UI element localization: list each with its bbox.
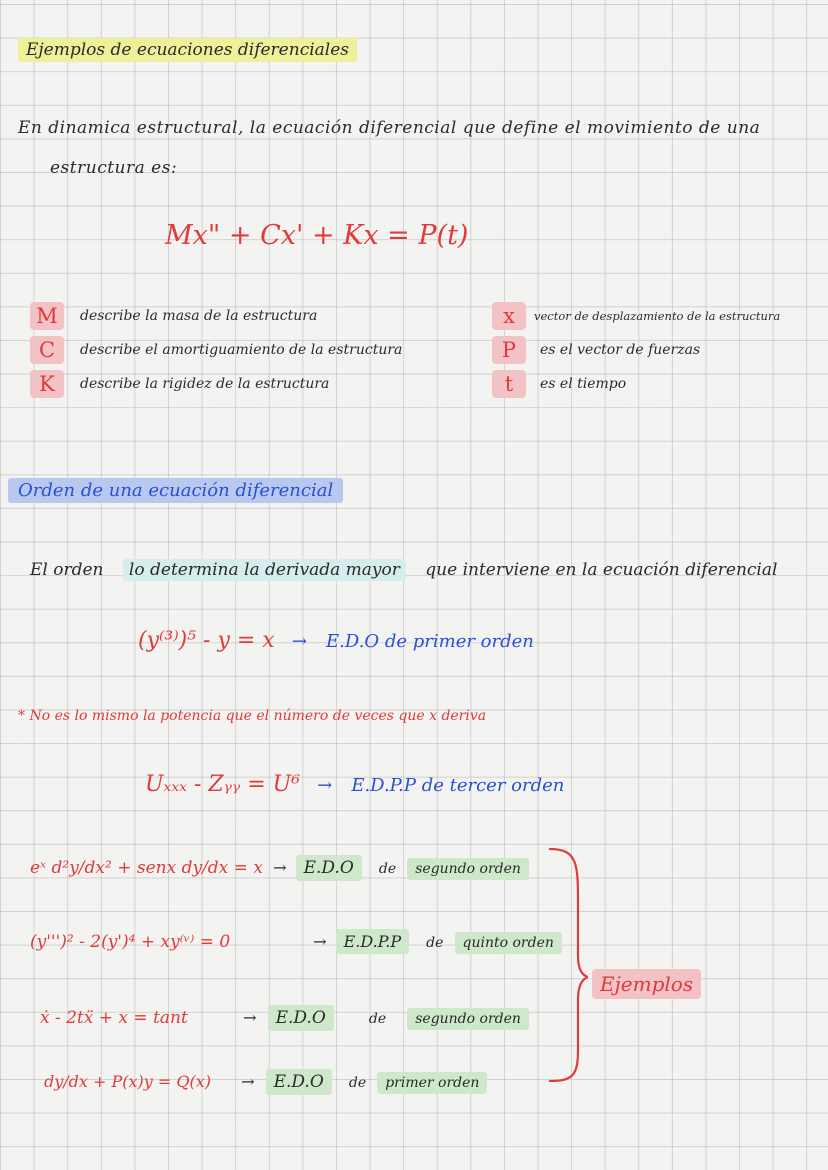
examples-label: Ejemplos (592, 972, 701, 996)
example-equation: eˣ d²y/dx² + senx dy/dx = x (30, 858, 263, 878)
note: * No es lo mismo la potencia que el número de veces que x deriva (18, 708, 487, 724)
example-order: segundo orden (407, 1008, 529, 1030)
example-type: E.D.O (296, 855, 362, 881)
definition-text: vector de desplazamiento de la estructura (534, 309, 781, 323)
example-1-result: E.D.O de primer orden (326, 631, 534, 652)
example-row (44, 1072, 487, 1092)
example-type: E.D.O (266, 1069, 332, 1095)
symbol-badge: K (30, 370, 64, 398)
arrow-icon: → (273, 858, 287, 877)
definition-text: es el vector de fuerzas (540, 342, 701, 358)
example-equation: dy/dx + P(x)y = Q(x) (44, 1072, 212, 1091)
definition-item (492, 368, 780, 400)
example-row (30, 858, 529, 878)
example-equation: ẋ - 2tẍ + x = tant (40, 1008, 188, 1028)
example-type: E.D.P.P (336, 929, 409, 954)
main-equation: Mx" + Cx' + Kx = P(t) (165, 220, 469, 251)
symbol-badge: x (492, 302, 526, 330)
example-1 (138, 628, 534, 653)
example-type: E.D.O (268, 1005, 334, 1031)
definition-item (30, 368, 402, 400)
definition-item (30, 300, 402, 332)
example-de: de (426, 935, 444, 951)
arrow-icon: → (291, 631, 307, 652)
arrow-icon: → (313, 932, 327, 951)
section-title: Orden de una ecuación diferencial (8, 480, 343, 501)
definition-text: es el tiempo (540, 376, 627, 392)
example-de: de (348, 1075, 367, 1091)
brace-icon (548, 845, 588, 1085)
example-row (40, 1008, 529, 1028)
definition-item (492, 334, 780, 366)
example-2 (145, 772, 564, 797)
symbol-badge: C (30, 336, 64, 364)
example-1-equation: (y⁽³⁾)⁵ - y = x (138, 628, 275, 653)
example-equation: (y''')² - 2(y')⁴ + xy⁽ᵛ⁾ = 0 (30, 932, 231, 952)
definitions-left (30, 300, 402, 400)
order-definition: El orden lo determina la derivada mayor que interviene en la ecuación diferencial (30, 560, 778, 580)
symbol-badge: P (492, 336, 526, 364)
arrow-icon: → (317, 775, 333, 796)
definition-text: describe la masa de la estructura (80, 308, 318, 324)
symbol-badge: t (492, 370, 526, 398)
symbol-badge: M (30, 302, 64, 330)
definition-item (30, 334, 402, 366)
definition-text: describe el amortiguamiento de la estructura (80, 342, 403, 358)
example-row (30, 932, 562, 952)
definition-text: describe la rigidez de la estructura (80, 376, 330, 392)
intro-line-2: estructura es: (50, 158, 178, 178)
example-2-equation: Uₓₓₓ - Zᵧᵧ = U⁶ (145, 772, 301, 797)
example-2-result: E.D.P.P de tercer orden (351, 775, 565, 796)
definition-item (492, 300, 780, 332)
page-title: Ejemplos de ecuaciones diferenciales (18, 40, 357, 60)
example-order: quinto orden (455, 932, 562, 954)
arrow-icon: → (243, 1008, 257, 1027)
arrow-icon: → (241, 1072, 255, 1091)
example-de: de (368, 1011, 387, 1027)
example-order: primer orden (377, 1072, 487, 1094)
definitions-right (492, 300, 780, 400)
intro-line-1: En dinamica estructural, la ecuación diferencial que define el movimiento de una (18, 118, 761, 138)
example-order: segundo orden (407, 858, 529, 880)
example-de: de (378, 861, 397, 877)
